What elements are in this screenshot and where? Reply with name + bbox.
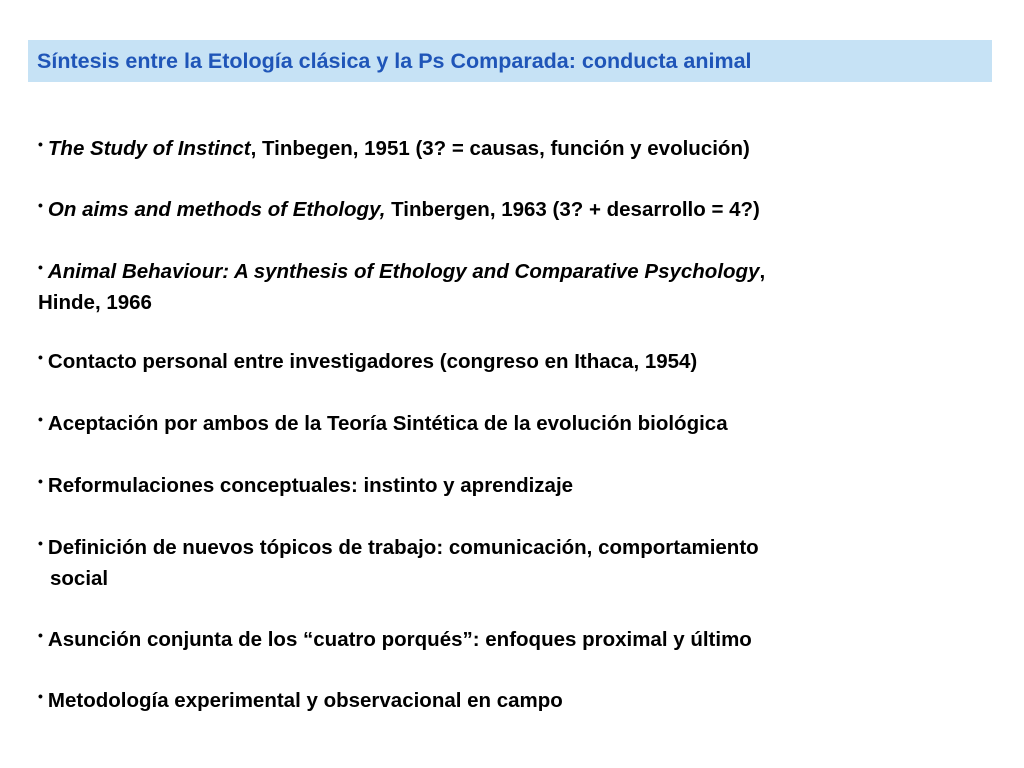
bullet-item [38, 134, 978, 165]
bullet-text: Definición de nuevos tópicos de trabajo: comunicación, comportamiento [47, 536, 759, 559]
bullet-dot-icon: • [38, 349, 43, 365]
bullet-item [38, 257, 978, 318]
bullet-dot-icon: • [38, 627, 43, 643]
bullet-dot-icon: • [38, 688, 43, 704]
bullet-text: Aceptación por ambos de la Teoría Sintética de la evolución biológica [47, 412, 728, 435]
bullet-text: Metodología experimental y observacional en campo [47, 689, 563, 712]
bullet-text-continuation: Hinde, 1966 [38, 291, 152, 314]
bullet-text: , Tinbegen, 1951 (3? = causas, función y evolución) [250, 137, 750, 160]
bullet-item [38, 347, 978, 378]
bullet-text: Asunción conjunta de los “cuatro porqués”: enfoques proximal y último [47, 628, 752, 651]
bullet-dot-icon: • [38, 197, 43, 213]
bullet-text: Reformulaciones conceptuales: instinto y aprendizaje [47, 474, 574, 497]
book-title: The Study of Instinct [47, 137, 251, 160]
bullet-item [38, 195, 978, 226]
bullet-dot-icon: • [38, 411, 43, 427]
slide-title: Síntesis entre la Etología clásica y la Ps Comparada: conducta animal [37, 48, 752, 73]
bullet-text: Contacto personal entre investigadores (congreso en Ithaca, 1954) [47, 350, 698, 373]
bullet-item [38, 625, 978, 656]
bullet-text: , [759, 260, 766, 283]
bullet-item [38, 533, 978, 594]
bullet-dot-icon: • [38, 535, 43, 551]
bullet-text-continuation: social [50, 567, 109, 590]
bullet-item [38, 686, 978, 717]
bullet-dot-icon: • [38, 136, 43, 152]
bullet-text: Tinbergen, 1963 (3? + desarrollo = 4?) [385, 198, 760, 221]
book-title: Animal Behaviour: A synthesis of Ethology and Comparative Psychology [47, 260, 760, 283]
article-title: On aims and methods of Ethology, [47, 198, 386, 221]
bullet-item [38, 409, 978, 440]
bullet-item [38, 471, 978, 502]
bullet-dot-icon: • [38, 473, 43, 489]
title-banner [28, 40, 992, 82]
bullet-dot-icon: • [38, 259, 43, 275]
